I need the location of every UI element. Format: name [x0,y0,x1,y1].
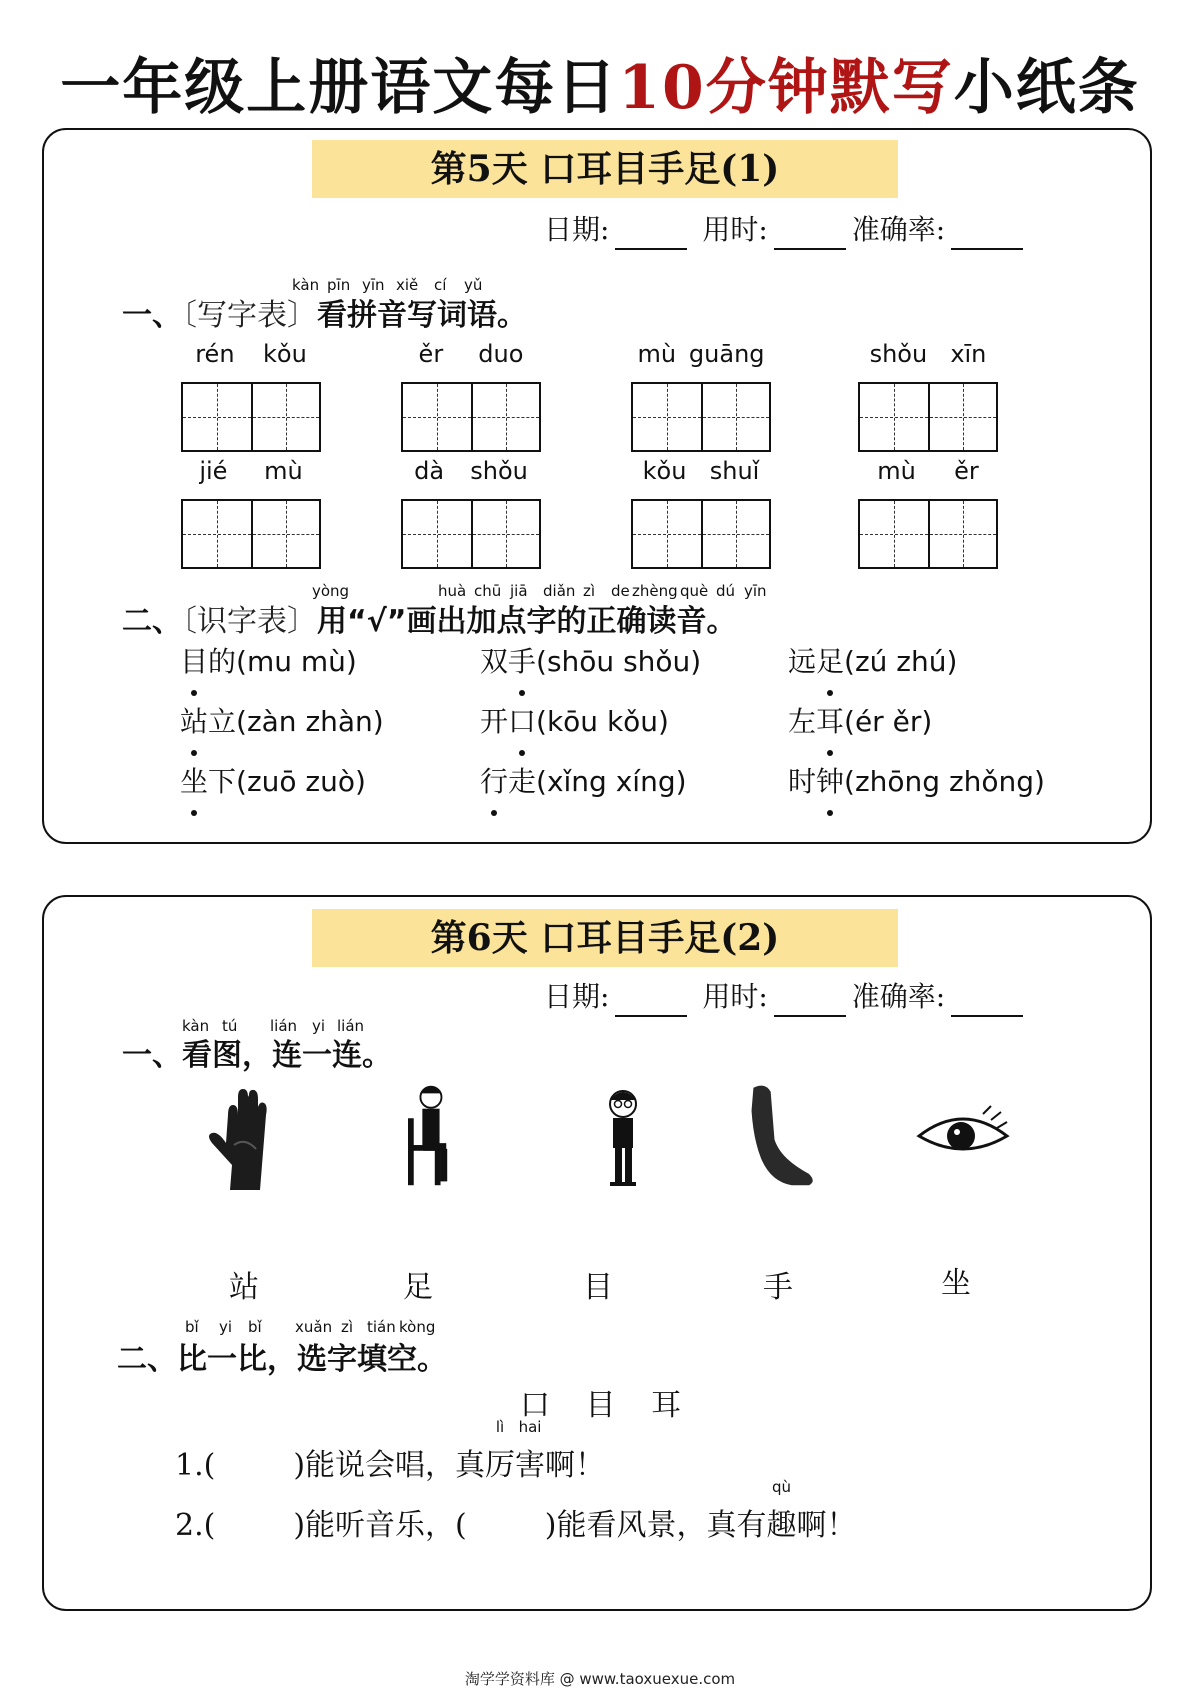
dotted-char: 站 [180,700,208,740]
pinyin-options: (shōu shǒu) [536,645,702,678]
pinyin: tián [367,1318,396,1336]
match-label[interactable]: 足 [403,1270,433,1305]
q-number: 一、 [122,1038,182,1073]
date-blank[interactable] [615,987,687,1017]
pinyin-options: (zuō zuò) [236,765,366,798]
q-text: 看图，连一连。 [182,1038,392,1073]
day6-q1-heading [122,1030,392,1074]
match-label[interactable]: 手 [763,1270,793,1305]
pinyin: yi [219,1318,233,1336]
pinyin: lián [337,1017,365,1035]
reading-item[interactable] [180,700,384,740]
dotted-char: 目 [180,640,208,680]
pinyin: què [680,582,709,600]
pinyin: lián [270,1017,298,1035]
pinyin: mù [637,340,677,368]
pinyin: lì [495,1418,505,1436]
pinyin: bǐ [185,1318,199,1336]
reading-item[interactable] [180,760,366,800]
pinyin: chū [474,582,502,600]
pinyin: zì [583,582,596,600]
char: 开 [480,705,509,738]
dotted-char: 坐 [180,760,208,800]
dotted-char: 钟 [816,760,844,800]
sentence-text: )能说会唱，真 [293,1448,486,1483]
pinyin: cí [434,276,447,294]
reading-item[interactable] [480,760,687,800]
pinyin: guāng [688,340,765,368]
pinyin: jié [199,457,228,485]
pinyin: duo [478,340,524,368]
character-choices: 口 目 耳 [520,1388,682,1423]
q-number: 二、 [117,1342,177,1377]
day6-q2-heading [117,1334,447,1378]
pinyin: mù [877,457,916,485]
pinyin-options: (zú zhú) [844,645,958,678]
dotted-char: 耳 [816,700,844,740]
pinyin: shǒu [869,340,928,368]
pinyin: yīn [362,276,385,294]
char: 趣 [766,1508,797,1543]
char: 左 [788,705,817,738]
sentence-text: 啊！ [545,1448,606,1483]
pinyin: mù [264,457,303,485]
pinyin-options: (mu mù) [236,645,357,678]
time-blank[interactable] [774,987,846,1017]
day5-q2-heading [122,596,736,640]
pinyin: yòng [312,582,350,600]
item-number: 2.( [175,1508,216,1543]
pinyin: kǒu [642,457,687,485]
char: 走 [508,765,537,798]
pinyin: zì [341,1318,354,1336]
day5-banner: 第5天 口耳目手足(1) [312,140,898,198]
pinyin: rén [195,340,235,368]
eye-icon[interactable] [913,1100,1013,1170]
pinyin: dà [414,457,445,485]
match-label[interactable]: 站 [229,1270,259,1305]
writing-grid[interactable] [631,382,771,452]
pinyin: kǒu [262,340,307,368]
title-part1: 一年级上册语文每日 [60,53,619,123]
title-highlight: 10分钟默写 [618,53,954,123]
q-text: 用“√”画出加点字的正确读音。 [317,604,737,639]
hand-icon[interactable] [200,1085,290,1195]
pinyin: diǎn [543,582,576,600]
pinyin: xuǎn [295,1318,333,1336]
sentence-text: )能听音乐，( [293,1508,467,1543]
pinyin: shuǐ [709,457,760,485]
pinyin: kàn [292,276,320,294]
time-label: 用时: [702,980,768,1013]
q-text: 看拼音写词语。 [317,298,527,333]
day5-card [42,128,1152,844]
day5-meta-row [544,210,1029,250]
pinyin: kàn [182,1017,210,1035]
sentence-text: )能看风景，真有 [544,1508,767,1543]
char: 时 [788,765,817,798]
accuracy-label: 准确率: [851,213,946,246]
pinyin: yi [312,1017,326,1035]
day6-banner: 第6天 口耳目手足(2) [312,909,898,967]
pinyin: de [611,582,630,600]
fill-sentence-2 [175,1478,857,1544]
pinyin: yīn [744,582,767,600]
match-label[interactable]: 目 [583,1270,613,1305]
title-part3: 小纸条 [953,53,1140,123]
footer-watermark: 淘学学资料库 @ www.taoxuexue.com [464,1670,736,1688]
dotted-char: 行 [480,760,508,800]
pinyin: qù [771,1478,791,1496]
pinyin: dú [716,582,736,600]
char: 害 [515,1448,546,1483]
reading-item[interactable] [480,700,669,740]
pinyin: huà [438,582,467,600]
pinyin-options: (ér ěr) [844,705,933,738]
reading-item[interactable] [788,700,932,740]
pinyin: xīn [950,340,987,368]
pinyin: shǒu [470,457,528,485]
time-label: 用时: [702,213,768,246]
pinyin: kòng [399,1318,436,1336]
sitting-boy-icon[interactable] [385,1080,475,1190]
reading-item[interactable] [788,640,957,680]
pinyin: zhèng [632,582,678,600]
q-number: 二、 [122,604,182,639]
accuracy-blank[interactable] [951,220,1023,250]
pinyin: hai [518,1418,542,1436]
reading-item[interactable] [180,640,357,680]
pinyin: jiā [510,582,528,600]
match-label[interactable]: 坐 [941,1266,971,1301]
reading-item[interactable] [480,640,701,680]
accuracy-blank[interactable] [951,987,1023,1017]
fill-sentence-1 [175,1418,606,1484]
pinyin: ěr [418,340,444,368]
pinyin: xiě [396,276,419,294]
writing-grid[interactable] [181,382,321,452]
writing-grid[interactable] [631,499,771,569]
pinyin-options: (zhōng zhǒng) [844,765,1045,798]
writing-grid[interactable] [858,382,998,452]
time-blank[interactable] [774,220,846,250]
date-label: 日期: [544,980,610,1013]
writing-grid[interactable] [401,382,541,452]
char: 厉 [485,1448,516,1483]
sentence-text: 啊！ [796,1508,857,1543]
day6-meta-row [544,977,1029,1017]
char: 远 [788,645,817,678]
reading-item[interactable] [788,760,1045,800]
item-number: 1.( [175,1448,216,1483]
pinyin: tú [222,1017,238,1035]
q-text: 比一比，选字填空。 [177,1342,447,1377]
pinyin: bǐ [248,1318,262,1336]
q-number: 一、 [122,298,182,333]
pinyin-options: (kōu kǒu) [536,705,669,738]
dotted-char: 手 [508,640,536,680]
page-title [0,52,1200,124]
pinyin: yǔ [464,276,483,294]
char: 的 [208,645,237,678]
pinyin: pīn [327,276,351,294]
pinyin-options: (zàn zhàn) [236,705,384,738]
foot-icon[interactable] [740,1082,830,1192]
accuracy-label: 准确率: [851,980,946,1013]
standing-boy-icon[interactable] [578,1082,668,1192]
writing-grid[interactable] [858,499,998,569]
writing-grid[interactable] [401,499,541,569]
q-tag: 〔写字表〕 [182,298,317,333]
pinyin: ěr [954,457,979,485]
char: 双 [480,645,509,678]
dotted-char: 口 [508,700,536,740]
pinyin-options: (xǐng xíng) [536,765,687,798]
writing-grid[interactable] [181,499,321,569]
dotted-char: 足 [816,640,844,680]
date-label: 日期: [544,213,610,246]
date-blank[interactable] [615,220,687,250]
q-tag: 〔识字表〕 [182,604,317,639]
day5-q1-heading [122,290,527,334]
char: 立 [208,705,237,738]
char: 下 [208,765,237,798]
